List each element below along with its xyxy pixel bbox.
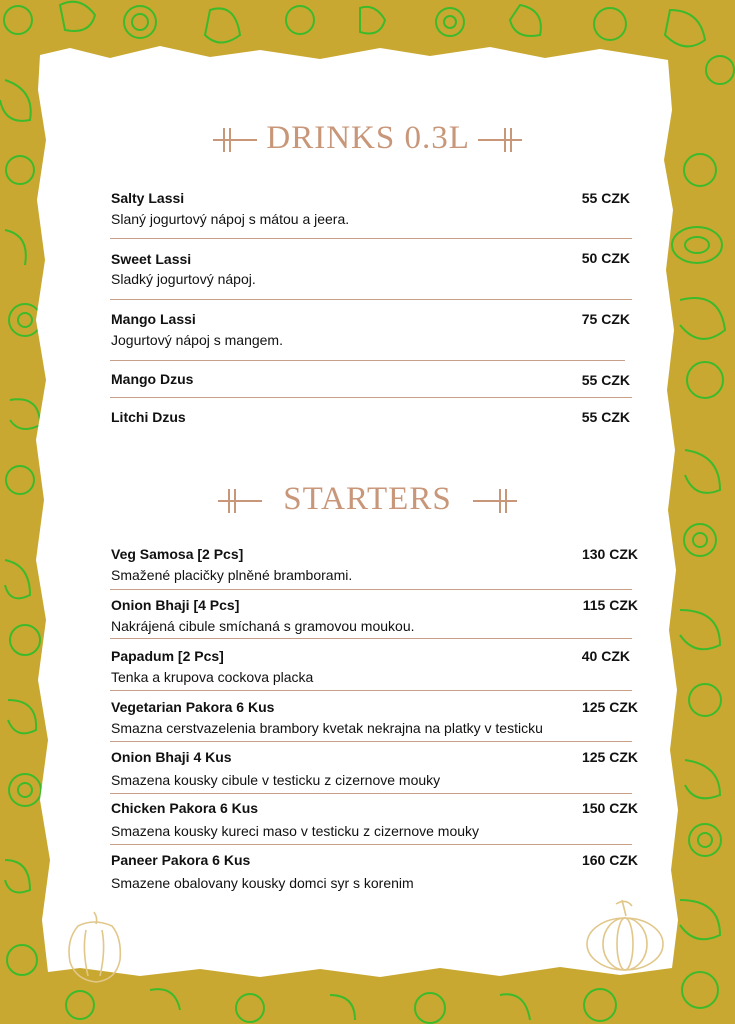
item-name: Mango Lassi [111, 311, 196, 327]
pepper-icon [64, 908, 126, 984]
item-price: 125 CZK [581, 699, 638, 715]
item-price: 115 CZK [582, 597, 638, 613]
item-divider [110, 793, 632, 794]
item-divider [110, 690, 632, 691]
item-description: Smazene obalovany kousky domci syr s korenim [111, 875, 414, 891]
title-ornament-right [478, 125, 522, 155]
item-divider [110, 638, 632, 639]
item-name: Onion Bhaji 4 Kus [111, 749, 232, 765]
item-divider [110, 741, 632, 742]
section-title-text: STARTERS [283, 481, 452, 517]
item-name: Salty Lassi [111, 190, 185, 206]
item-name: Paneer Pakora 6 Kus [111, 852, 251, 868]
section-title-text: DRINKS 0.3L [266, 120, 469, 156]
item-description: Jogurtový nápoj s mangem. [111, 332, 283, 348]
item-description: Smažené placičky plněné bramborami. [111, 567, 353, 583]
item-name: Veg Samosa [2 Pcs] [111, 546, 244, 562]
title-ornament-left [213, 125, 257, 155]
pumpkin-icon [582, 896, 668, 976]
item-description: Smazena kousky cibule v testicku z cizernove mouky [111, 772, 441, 788]
section-title-drinks [0, 120, 735, 157]
item-price: 55 CZK [581, 409, 630, 425]
item-name: Onion Bhaji [4 Pcs] [111, 597, 240, 613]
item-price: 150 CZK [581, 800, 638, 816]
item-description: Sladký jogurtový nápoj. [111, 271, 256, 287]
item-divider [110, 238, 632, 239]
title-ornament-left [218, 486, 262, 516]
item-divider [110, 589, 632, 590]
item-price: 125 CZK [581, 749, 638, 765]
item-description: Tenka a krupova cockova placka [111, 669, 314, 685]
item-name: Chicken Pakora 6 Kus [111, 800, 259, 816]
item-divider [110, 360, 625, 361]
item-price: 160 CZK [581, 852, 638, 868]
item-description: Smazena kousky kureci maso v testicku z cizernove mouky [111, 823, 480, 839]
item-price: 50 CZK [581, 250, 630, 266]
item-name: Papadum [2 Pcs] [111, 648, 224, 664]
item-price: 55 CZK [581, 190, 630, 206]
item-name: Sweet Lassi [111, 251, 192, 267]
item-name: Mango Dzus [111, 371, 194, 387]
item-description: Smazna cerstvazelenia brambory kvetak nekrajna na platky v testicku [111, 720, 543, 736]
item-description: Slaný jogurtový nápoj s mátou a jeera. [111, 211, 350, 227]
item-price: 75 CZK [581, 311, 630, 327]
item-price: 55 CZK [581, 372, 630, 388]
item-name: Vegetarian Pakora 6 Kus [111, 699, 275, 715]
title-ornament-right [473, 486, 517, 516]
item-name: Litchi Dzus [111, 409, 186, 425]
item-description: Nakrájená cibule smíchaná s gramovou moukou. [111, 618, 415, 634]
item-price: 130 CZK [581, 546, 638, 562]
item-price: 40 CZK [581, 648, 630, 664]
item-divider [110, 299, 632, 300]
item-divider [110, 844, 632, 845]
section-title-starters [0, 481, 735, 518]
item-divider [110, 397, 632, 398]
